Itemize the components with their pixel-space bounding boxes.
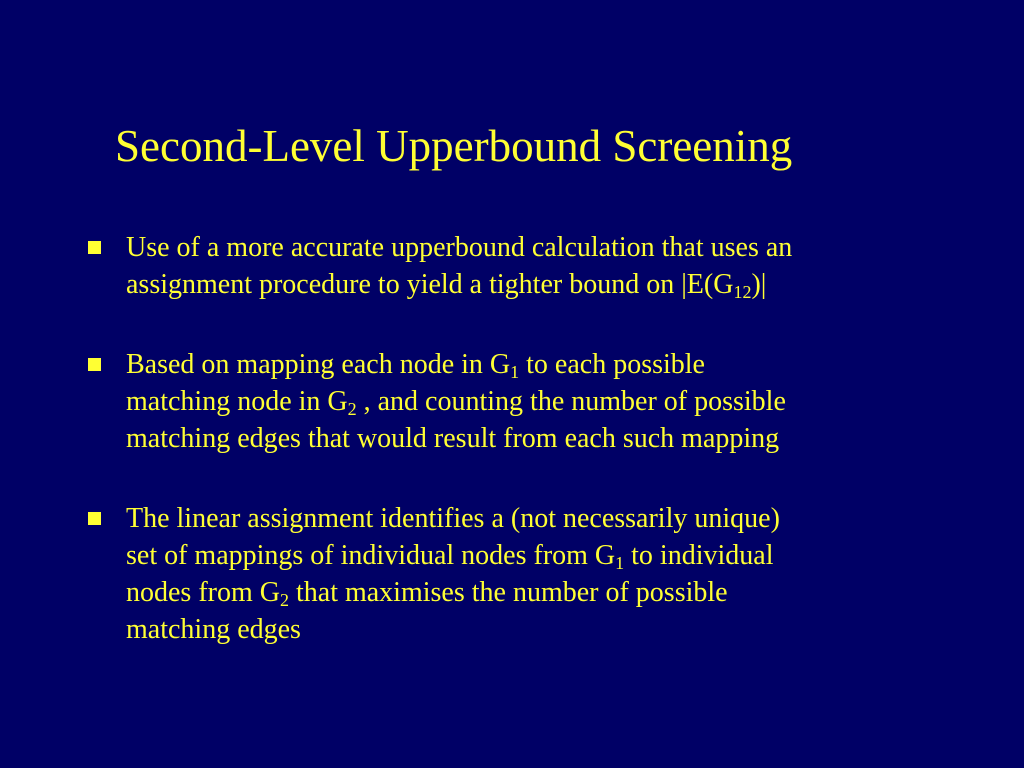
bullet-item-3 <box>86 500 946 648</box>
subscript: 1 <box>615 553 625 573</box>
bullet-list <box>86 229 946 648</box>
subscript: 1 <box>510 362 520 382</box>
bullet-item-2 <box>86 346 946 457</box>
subscript: 12 <box>733 282 752 302</box>
bullet-line: assignment procedure to yield a tighter bound on $|E(G_{12})|$ <box>126 269 767 302</box>
bullet-item-1 <box>86 229 946 303</box>
bullet-line: matching node in $G_2$ , and counting the number of possible <box>126 386 786 419</box>
bullet-line: matching edges that would result from each such mapping <box>126 423 780 454</box>
subscript: 2 <box>279 590 289 610</box>
square-bullet-icon <box>88 512 101 525</box>
bullet-line: set of mappings of individual nodes from $G_1$ to individual <box>126 540 774 573</box>
square-bullet-icon <box>88 358 101 371</box>
bullet-line: Use of a more accurate upperbound calculation that uses an <box>126 232 793 263</box>
square-bullet-icon <box>88 241 101 254</box>
bullet-line: The linear assignment identifies a (not necessarily unique) <box>126 503 780 534</box>
subscript: 2 <box>347 399 357 419</box>
bullet-line: Based on mapping each node in $G_1$ to each possible <box>126 349 705 382</box>
bullet-line: matching edges <box>126 614 301 645</box>
slide-title: Second-Level Upperbound Screening <box>115 121 793 171</box>
bullet-line: nodes from $G_2$ that maximises the number of possible <box>126 577 728 610</box>
